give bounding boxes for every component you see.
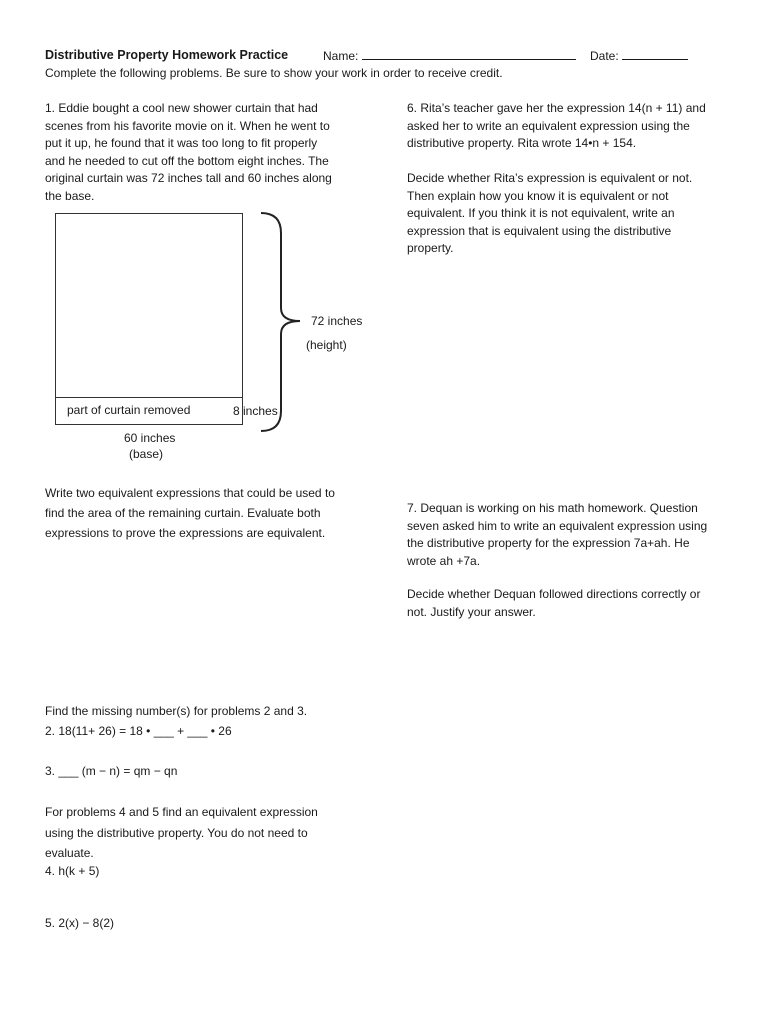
problem-1-line: the base. — [45, 188, 95, 203]
problem-6-text — [407, 100, 706, 153]
problem-1-line: original curtain was 72 inches tall and 60 inches along — [45, 171, 332, 185]
problem-1-task — [45, 483, 335, 543]
removed-height-label: 8 inches — [233, 404, 278, 418]
problem-1-text — [45, 100, 332, 205]
problem-6-line: distributive property. Rita wrote 14•n + 154. — [407, 136, 637, 150]
problem-6-decide-line: Decide whether Rita’s expression is equivalent or not. — [407, 171, 693, 185]
problem-1-task-line: find the area of the remaining curtain. Evaluate both — [45, 506, 321, 520]
problem-7-line: 7. Dequan is working on his math homework. Question — [407, 501, 698, 515]
problem-1-line: and he needed to cut off the bottom eight inches. The — [45, 153, 329, 168]
worksheet-title: Distributive Property Homework Practice — [45, 48, 289, 62]
problem-6-decide-line: expression that is equivalent using the distributive — [407, 223, 672, 238]
height-note-label: (height) — [306, 338, 347, 352]
problem-2: 2. 18(11+ 26) = 18 • ___ + ___ • 26 — [45, 724, 232, 738]
removed-part-label: part of curtain removed — [67, 403, 191, 417]
date-label: Date: — [590, 49, 619, 63]
problem-6-line: asked her to write an equivalent expression using the — [407, 118, 690, 133]
problems-4-5-intro — [45, 802, 318, 864]
problem-1-task-line: expressions to prove the expressions are equivalent. — [45, 526, 326, 540]
problem-1-line: put it up, he found that it was too long to fit properly — [45, 136, 318, 150]
curtain-rectangle — [55, 213, 243, 425]
name-field[interactable] — [323, 47, 576, 66]
problems-4-5-intro-line: For problems 4 and 5 find an equivalent expression — [45, 805, 318, 819]
problem-7-text — [407, 500, 707, 570]
problem-5: 5. 2(x) − 8(2) — [45, 916, 115, 930]
problem-6-line: 6. Rita’s teacher gave her the expression 14(n + 11) and — [407, 101, 706, 115]
problem-6-decide — [407, 170, 692, 258]
problem-1-task-line: Write two equivalent expressions that could be used to — [45, 486, 335, 500]
instructions: Complete the following problems. Be sure to show your work in order to receive credit. — [45, 66, 503, 80]
problem-1-line: scenes from his favorite movie on it. When he went to — [45, 118, 330, 133]
problem-7-decide-line: not. Justify your answer. — [407, 604, 536, 619]
name-label: Name: — [323, 49, 359, 63]
problem-6-decide-line: Then explain how you know it is equivalent or not — [407, 188, 669, 203]
brace-path — [261, 213, 300, 431]
curtain-cut-line — [56, 397, 242, 398]
problem-6-decide-line: property. — [407, 241, 454, 255]
problem-6-decide-line: equivalent. If you think it is not equivalent, write an — [407, 206, 675, 220]
height-value-label: 72 inches — [311, 314, 363, 328]
problem-3: 3. ___ (m − n) = qm − qn — [45, 764, 178, 778]
base-note-label: (base) — [129, 447, 164, 461]
date-field[interactable] — [590, 47, 688, 66]
problem-1-line: 1. Eddie bought a cool new shower curtain that had — [45, 101, 318, 115]
problem-7-line: wrote ah +7a. — [407, 553, 481, 568]
problem-7-decide — [407, 586, 700, 621]
problems-4-5-intro-line: using the distributive property. You do not need to — [45, 825, 308, 840]
date-blank-line[interactable] — [622, 47, 688, 60]
base-value-label: 60 inches — [124, 431, 176, 445]
problem-7-decide-line: Decide whether Dequan followed directions correctly or — [407, 587, 701, 601]
height-brace — [255, 208, 315, 436]
problem-4: 4. h(k + 5) — [45, 864, 100, 878]
problem-7-line: the distributive property for the expression 7a+ah. He — [407, 536, 690, 550]
problem-7-line: seven asked him to write an equivalent expression using — [407, 518, 708, 533]
problems-4-5-intro-line: evaluate. — [45, 846, 94, 860]
problems-2-3-intro: Find the missing number(s) for problems 2 and 3. — [45, 704, 308, 718]
name-blank-line[interactable] — [362, 47, 576, 60]
